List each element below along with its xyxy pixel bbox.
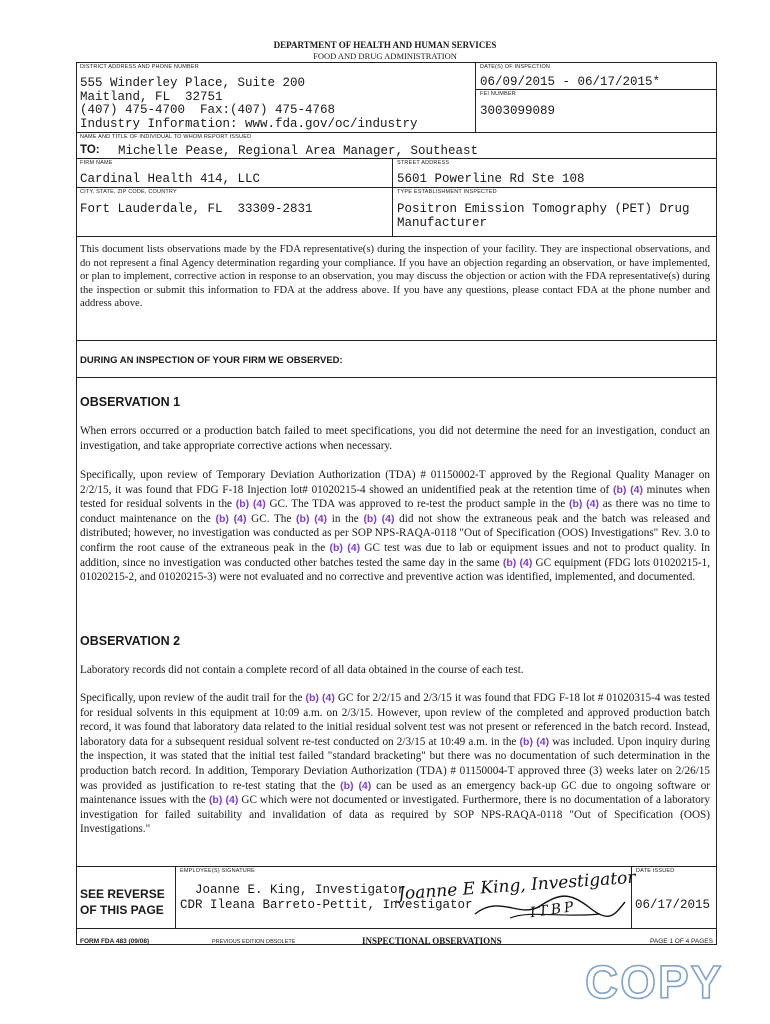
page-count: PAGE 1 OF 4 PAGES (650, 938, 713, 945)
inspection-dates: 06/09/2015 - 06/17/2015* (480, 75, 661, 89)
redaction-mark: (b) (4) (215, 512, 247, 525)
redaction-mark: (b) (4) (235, 498, 266, 511)
agency-heading: FOOD AND DRUG ADMINISTRATION (313, 51, 457, 61)
name-rule (76, 132, 717, 133)
obs1-text-i: GC equipment (FDG lots 01020215-1, 01020215-2, and 01020215-3) were not evaluated and no corrective and preventive action was identified, implemented, and documented. (80, 556, 710, 584)
of-this-page-label: OF THIS PAGE (80, 903, 164, 917)
fei-rule (475, 89, 716, 90)
firm-name-label: FIRM NAME (80, 160, 113, 166)
date-issued-label: DATE ISSUED (636, 868, 675, 874)
obs1-text-a: Specifically, upon review of Temporary Deviation Authorization (TDA) # 01150002-T approved by the Regional Quality Manager on 2/2/15, it was found that FDG F-18 Injection lot# 01020215-4 showed an unidentified peak at the retention time of (80, 469, 710, 496)
sig-left-divider (175, 866, 176, 928)
top-rule (76, 62, 717, 63)
inspectional-observations-footer: INSPECTIONAL OBSERVATIONS (362, 936, 502, 946)
firm-name: Cardinal Health 414, LLC (80, 172, 261, 186)
street-address: 5601 Powerline Rd Ste 108 (397, 172, 585, 186)
signature-second: ITBP (529, 898, 578, 922)
redaction-mark: (b) (4) (208, 794, 239, 807)
city-rule (76, 187, 717, 188)
redaction-mark: (b) (4) (568, 498, 600, 511)
obs2-text-a: Specifically, upon review of the audit trail for the (80, 692, 303, 704)
observation-1-title: OBSERVATION 1 (80, 395, 181, 409)
form-number: FORM FDA 483 (09/08) (80, 938, 150, 945)
district-label: DISTRICT ADDRESS AND PHONE NUMBER (80, 64, 199, 70)
obs2-text-b: GC for 2/2/15 and 2/3/15 it was found that FDG F-18 lot # 01020315-4 was tested for residual solvents in this equipment at 10:09 a.m. on 2/3/15. However, upon review of the completed and approved production batch record, it was found that laboratory data related to the initial residual solvent test was not present or referenced in the batch record. Instead, laboratory data for a subsequent residual solvent re-test conducted on 2/3/15 at 10:49 a.m. in the (80, 692, 710, 748)
street-label: STREET ADDRESS (397, 160, 450, 166)
previous-edition: PREVIOUS EDITION OBSOLETE (212, 939, 296, 945)
during-heading: DURING AN INSPECTION OF YOUR FIRM WE OBSERVED: (80, 355, 343, 366)
obs1-text-f: in the (331, 512, 359, 525)
intro-bottom-rule (76, 340, 717, 341)
redaction-mark: (b) (4) (296, 512, 328, 525)
type-label: TYPE ESTABLISHMENT INSPECTED (397, 189, 497, 195)
establishment-type-1: Positron Emission Tomography (PET) Drug (397, 202, 690, 216)
employee-2: CDR Ileana Barreto-Pettit, Investigator (180, 898, 473, 912)
establishment-type-2: Manufacturer (397, 216, 488, 230)
obs1-text-h: GC test was due to lab or equipment issues and not to product quality. In addition, since no investigation was conducted other batches tested the same day in the same (80, 541, 711, 569)
observation-1-detail (80, 468, 710, 585)
redaction-mark: (b) (4) (305, 692, 335, 704)
city-label: CITY, STATE, ZIP CODE, COUNTRY (80, 189, 177, 195)
district-line-1: 555 Winderley Place, Suite 200 (80, 76, 306, 90)
date-issued: 06/17/2015 (635, 898, 711, 912)
obs2-text-e: GC which were not documented or investigated. Furthermore, there is no documentation of a laboratory investigation for failed suitability and invalidation of data as required by SOP NPS-RAQA-0118 "Out of Specification (OOS) Investigations." (80, 794, 710, 836)
copy-stamp: COPY (585, 956, 724, 1008)
redaction-mark: (b) (4) (519, 735, 550, 748)
signature-joanne-king: Joanne E King, Investigator (397, 867, 637, 905)
redaction-mark: (b) (4) (340, 779, 372, 792)
name-title-label: NAME AND TITLE OF INDIVIDUAL TO WHOM REPORT ISSUED (80, 134, 252, 140)
obs1-text-g: did not show the extraneous peak and the batch was released and distributed; however, no investigation was conducted as per SOP NPS-RAQA-0118 "Out of Specification (OOS) Investigations" Rev. 3.0 to confirm the root cause of the extraneous peak in the (80, 512, 711, 554)
redaction-mark: (b) (4) (363, 512, 395, 525)
intro-paragraph: This document lists observations made by the FDA representative(s) during the inspection of your facility. They are inspectional observations, and do not represent a final Agency determination regarding your compliance. If you have an objection regarding an observation, or have implemented, or plan to implement, corrective action in response to an observation, you may discuss the objection or action with the FDA representative(s) during the inspection or submit this information to FDA at the address above. If you have any questions, please contact FDA at the phone number and address above. (80, 244, 710, 309)
to-prefix: TO: (80, 144, 100, 156)
fei-label: FEI NUMBER (480, 91, 516, 97)
district-line-3: (407) 475-4700 Fax:(407) 475-4768 (80, 103, 336, 117)
intro-top-rule (76, 236, 717, 237)
firm-divider (392, 158, 393, 236)
firm-rule (76, 158, 717, 159)
employee-1: Joanne E. King, Investigator (195, 883, 406, 897)
see-reverse-label: SEE REVERSE (80, 887, 165, 901)
observation-2-summary: Laboratory records did not contain a complete record of all data obtained in the course of each test. (80, 664, 524, 676)
city-state: Fort Lauderdale, FL 33309-2831 (80, 202, 313, 216)
sig-bottom-rule (76, 928, 717, 929)
header-divider (475, 62, 476, 132)
obs2-text-d: can be used as an emergency back-up GC due to ongoing software or maintenance issues with the (80, 779, 711, 807)
right-frame (716, 62, 717, 944)
obs2-text-c: was included. Upon inquiry during the inspection, it was stated that the initial test failed "standard bracketing" but there was no documentation of such determination in the production batch record. In addition, Temporary Deviation Authorization (TDA) # 01150004-T approved three (3) weeks later on 2/26/15 was provided as justification to re-test stating that the (80, 735, 710, 792)
district-line-2: Maitland, FL 32751 (80, 90, 223, 104)
redaction-mark: (b) (4) (502, 556, 533, 569)
observation-2-detail (80, 691, 710, 837)
sig-top-rule (76, 866, 717, 867)
dates-label: DATE(S) OF INSPECTION (480, 64, 551, 70)
observation-1-summary: When errors occurred or a production batch failed to meet specifications, you did not determine the need for an investigation, conduct an investigation, and take appropriate corrective actions when necessary. (80, 425, 710, 452)
district-line-4: Industry Information: www.fda.gov/oc/industry (80, 117, 418, 131)
obs1-text-e: GC. The (251, 512, 292, 525)
left-frame (76, 62, 77, 944)
fei-number: 3003099089 (480, 104, 556, 118)
redaction-mark: (b) (4) (612, 483, 643, 496)
obs1-text-d: as there was no time to conduct maintenance on the (80, 498, 710, 525)
recipient-name: Michelle Pease, Regional Area Manager, Southeast (118, 144, 479, 158)
observation-2-title: OBSERVATION 2 (80, 634, 181, 648)
redaction-mark: (b) (4) (329, 541, 361, 554)
during-rule (76, 377, 717, 378)
obs1-text-c: GC. The TDA was approved to re-test the product sample in the (269, 498, 566, 511)
employee-signature-label: EMPLOYEE(S) SIGNATURE (180, 868, 255, 874)
department-heading: DEPARTMENT OF HEALTH AND HUMAN SERVICES (273, 40, 497, 50)
obs1-text-b: minutes when tested for residual solvents in the (80, 483, 710, 511)
